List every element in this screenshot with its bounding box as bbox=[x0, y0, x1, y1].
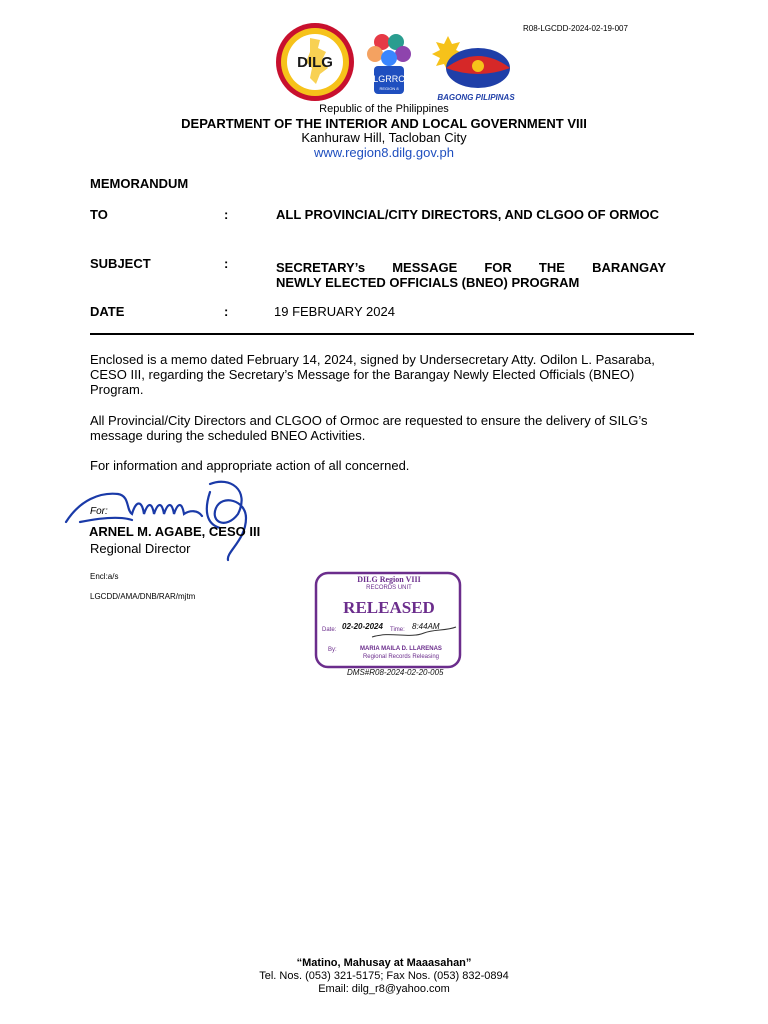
stamp-by-label: By: bbox=[328, 647, 337, 653]
footer-email: Email: dilg_r8@yahoo.com bbox=[318, 983, 450, 995]
subject-line-1: SECRETARY’s MESSAGE FOR THE BARANGAY bbox=[276, 260, 666, 275]
date-colon: : bbox=[224, 304, 229, 319]
republic-line: Republic of the Philippines bbox=[319, 103, 449, 115]
for-label: For: bbox=[90, 506, 108, 517]
dilg-seal-logo bbox=[276, 23, 354, 101]
footer-motto: “Matino, Mahusay at Maaasahan” bbox=[296, 957, 472, 969]
stamp-by-name: MARIA MAILA D. LLARENAS bbox=[360, 646, 442, 652]
to-value: ALL PROVINCIAL/CITY DIRECTORS, AND CLGOO OF ORMOC bbox=[276, 207, 660, 222]
lgrrc-logo bbox=[367, 34, 411, 94]
released-stamp bbox=[300, 565, 480, 680]
subject-label: SUBJECT bbox=[90, 256, 151, 271]
subject-line-2: NEWLY ELECTED OFFICIALS (BNEO) PROGRAM bbox=[276, 275, 580, 290]
bagong-pilipinas-text: BAGONG PILIPINAS bbox=[437, 93, 515, 102]
body-paragraph-1: Enclosed is a memo dated February 14, 2024, signed by Undersecretary Atty. Odilon L. Pasaraba, CESO III, regarding the Secretary’s Message for the Barangay Newly Elected Officials (BNEO) Program. bbox=[90, 352, 655, 397]
stamp-status: RELEASED bbox=[343, 598, 435, 617]
date-value: 19 FEBRUARY 2024 bbox=[274, 304, 395, 319]
subject-colon: : bbox=[224, 256, 229, 271]
dilg-logo-text: DILG bbox=[297, 54, 333, 71]
to-label: TO bbox=[90, 207, 108, 222]
stamp-date-label: Date: bbox=[322, 627, 337, 633]
body-paragraph-2: All Provincial/City Directors and CLGOO of Ormoc are requested to ensure the delivery of SILG’s message during the scheduled BNEO Activities. bbox=[90, 413, 648, 443]
reference-number: R08-LGCDD-2024-02-19-007 bbox=[523, 24, 628, 33]
stamp-by-role: Regional Records Releasing bbox=[362, 654, 440, 660]
stamp-time-label: Time: bbox=[390, 627, 405, 633]
lgrrc-region-text: REGION 8 bbox=[379, 86, 399, 91]
lgrrc-logo-text: LGRRC bbox=[373, 74, 405, 84]
body-paragraph-3: For information and appropriate action of all concerned. bbox=[90, 458, 410, 473]
enclosure-note: Encl:a/s bbox=[90, 572, 119, 581]
stamp-time-value: 8:44AM bbox=[412, 622, 440, 631]
department-name: DEPARTMENT OF THE INTERIOR AND LOCAL GOVERNMENT VIII bbox=[181, 116, 587, 131]
stamp-unit: RECORDS UNIT bbox=[366, 585, 412, 591]
stamp-dms-number: DMS#R08-2024-02-20-005 bbox=[347, 668, 444, 677]
office-address: Kanhuraw Hill, Tacloban City bbox=[301, 130, 467, 145]
stamp-date-value: 02-20-2024 bbox=[342, 622, 383, 631]
footer-phones: Tel. Nos. (053) 321-5175; Fax Nos. (053) 832-0894 bbox=[259, 970, 509, 982]
signatory-name: ARNEL M. AGABE, CESO III bbox=[89, 524, 261, 539]
logo-row bbox=[270, 22, 520, 104]
header-divider bbox=[90, 333, 694, 335]
stamp-org: DILG Region VIII bbox=[357, 575, 421, 584]
to-colon: : bbox=[224, 207, 229, 222]
date-label: DATE bbox=[90, 304, 125, 319]
signatory-title: Regional Director bbox=[90, 541, 191, 556]
website-link[interactable]: www.region8.dilg.gov.ph bbox=[314, 145, 454, 160]
bagong-pilipinas-logo bbox=[432, 36, 515, 102]
routing-initials: LGCDD/AMA/DNB/RAR/mjtm bbox=[90, 592, 196, 601]
memo-heading: MEMORANDUM bbox=[90, 176, 189, 191]
